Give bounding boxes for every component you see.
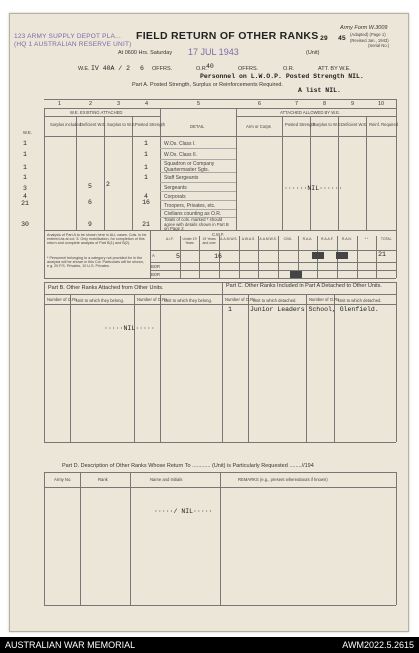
col-number: 3 <box>117 101 121 107</box>
part-d-col-army-no: Army No. <box>54 477 72 482</box>
cell-deficient: 9 <box>88 221 92 228</box>
surplus-to-we-header: Surplus to W.E. <box>107 122 136 127</box>
offrs2-label: OFFRS. <box>238 66 259 72</box>
col-number: 2 <box>89 101 93 107</box>
analysis-col-header: R.A.A. <box>302 237 313 241</box>
analysis-col-header: R.A.N. <box>341 237 352 241</box>
col-line-1 <box>76 116 77 230</box>
footer-right: AWM2022.5.2615 <box>342 640 414 650</box>
archive-footer <box>0 637 419 653</box>
analysis-col-header: TOTAL <box>380 237 392 241</box>
col-line-2 <box>104 116 105 230</box>
part-d-col-name: Name and Initials <box>150 477 183 482</box>
part-c-col-unit: Unit to which detached. <box>253 298 297 303</box>
we-value: IV 40A / 2 <box>91 65 131 72</box>
part-d-col-rank: Rank <box>98 477 108 482</box>
part-bc-right <box>396 282 397 442</box>
offrs-label: OFFRS. <box>152 66 173 72</box>
analysis-row-a: A <box>152 253 155 258</box>
cell-posted: 1 <box>144 140 148 147</box>
row-detail: Corporals <box>164 194 186 200</box>
or2-label: O.R. <box>283 66 295 72</box>
posted-strength-header: Posted Strength <box>135 122 166 127</box>
serial-no-label: (Serial No.) <box>368 43 390 48</box>
analysis-col-header: A.A.M.W.S. <box>259 237 277 241</box>
row-detail: Totals of cols. marked * should agree with details shown in Part B on Page 2 <box>164 217 229 232</box>
cell-posted: 21 <box>142 221 150 228</box>
arm-corps-header: Arm or Corps <box>246 124 271 129</box>
row-divider <box>160 191 236 192</box>
cell-we: 30 <box>21 221 29 228</box>
analysis-footnote: * Personnel belonging to a category not provided for in the analysis will be shown in this Col. Particulars will be shown, e.g. 20 P.S. Privates, 10 U.S. Privates. <box>47 256 144 269</box>
analysis-col-header: CIVIL <box>283 237 293 241</box>
part-c-unit: Junior Leaders School, Glenfield. <box>250 306 379 313</box>
cell-posted: 4 <box>144 193 148 200</box>
cell-we: 1 <box>23 151 27 158</box>
row-detail: Squadron or Company Quartermaster Sgts. <box>164 161 215 173</box>
part-c-col <box>248 294 249 442</box>
unit-label: (Unit) <box>306 50 320 56</box>
row-divider <box>160 148 236 149</box>
analysis-col-header: A.I.F. <box>165 237 174 241</box>
col-line-7 <box>310 116 311 230</box>
offrs-value: 6 <box>140 65 144 72</box>
cell-deficient: 6 <box>88 199 92 206</box>
analysis-col-header: Under 19 Years <box>182 237 197 245</box>
analysis-col-header: A.W.A.S. <box>241 237 256 241</box>
col-number: 6 <box>258 101 262 107</box>
analysis-col-header: R.A.A.F. <box>320 237 334 241</box>
part-d-right <box>396 472 397 605</box>
col-line-0 <box>44 108 45 278</box>
unit-stamp-line2: (HQ 1 AUSTRALIAN RESERVE UNIT) <box>14 41 132 48</box>
part-a-title: Part A. Posted Strength, Surplus or Reinforcements Required. <box>132 82 284 88</box>
row-divider <box>160 200 236 201</box>
surplus-included-header: Surplus included <box>50 122 81 127</box>
row-detail: W.Os. Class II. <box>164 152 198 158</box>
or-label: O.R. <box>196 66 208 72</box>
part-d-col <box>220 472 221 605</box>
part-b-col <box>70 294 71 442</box>
analysis-col-line <box>199 236 200 278</box>
part-c-col-number: Number of O.Rs. <box>225 297 257 302</box>
part-d-title: Part D. Description of Other Ranks Whose Return To ............ (Unit) is Particularly Requested ........//194 <box>62 463 314 469</box>
analysis-note: Analysis of Part A to be shown here in ALL cases. Cols. to be entered as at col. 5. Only mobilisation, for completion of this return and complete analysis of Part B(1) and B(2). <box>47 233 147 246</box>
part-c-col <box>306 294 307 442</box>
we-existing-line <box>44 116 160 117</box>
date-stamp: 17 JUL 1943 <box>188 47 239 57</box>
row-detail: Sergeants <box>164 185 187 191</box>
detail-header: DETAIL <box>190 124 205 129</box>
redaction-block <box>290 271 302 278</box>
analysis-aif-value: 5 <box>176 253 180 260</box>
part-c-number: 1 <box>228 306 232 313</box>
row-detail: Staff Sergeants <box>164 175 199 181</box>
cell-we: 1 <box>23 164 27 171</box>
col-number: 1 <box>58 101 62 107</box>
we-side-header: W.E. <box>23 130 32 135</box>
part-bc-middle <box>222 282 223 442</box>
part-d-bottom <box>44 605 396 606</box>
or-value: 40 <box>206 63 214 70</box>
analysis-col-line <box>239 236 240 278</box>
col-number: 7 <box>295 101 299 107</box>
attached-nil: ······NIL······ <box>284 185 343 192</box>
we-label: W.E. <box>78 66 90 72</box>
part-b-col-unit2: Unit to which they belong. <box>164 298 212 303</box>
row-detail: Civilians counting as O.R. <box>164 211 222 217</box>
we-existing-header: W.E. EXISTING ATTACHED <box>70 110 123 115</box>
a-list: A list NIL. <box>298 87 341 94</box>
row-detail: W.Os. Class I. <box>164 141 196 147</box>
row-divider <box>160 182 236 183</box>
analysis-col-line <box>258 236 259 278</box>
analysis-col-line <box>278 236 279 278</box>
analysis-col-header: A.A.M.W.S. <box>220 237 238 241</box>
analysis-col-line <box>357 236 358 278</box>
table-top-line <box>44 99 396 100</box>
part-c-col-number2: Number of O.Rs. <box>309 297 341 302</box>
serial-number: 29 <box>320 35 328 42</box>
part-b-col-number: Number of O.Rs. <box>47 297 79 302</box>
attached-allowed-header: ATTACHED ALLOWED BY W.E. <box>280 110 341 115</box>
cell-deficient: 5 <box>88 183 92 190</box>
part-bc-left <box>44 282 45 442</box>
part-d-col <box>80 472 81 605</box>
row-divider <box>160 209 236 210</box>
col-number: 4 <box>145 101 149 107</box>
deficient-we2-header: Deficient W.E. <box>341 122 368 127</box>
part-d-left <box>44 472 45 605</box>
cell-posted: 1 <box>144 164 148 171</box>
cmf-group: C.M.F. <box>212 232 225 237</box>
part-d-col <box>130 472 131 605</box>
col-number: 10 <box>378 101 385 107</box>
personnel-lwop: Personnel on L.W.O.P. Posted Strength NIL. <box>200 73 364 80</box>
analysis-header-line <box>150 250 396 251</box>
col-line-3 <box>132 116 133 230</box>
unit-stamp-line1: 123 ARMY SUPPLY DEPOT PLA... <box>14 33 122 40</box>
reinf-required-header: Reinf. Required <box>369 122 399 127</box>
analysis-col-header: 19 Years and over <box>202 237 216 245</box>
part-b-value: ·····NIL····· <box>104 325 155 332</box>
analysis-bottom <box>44 278 396 279</box>
row-divider <box>160 172 236 173</box>
part-c-col <box>334 294 335 442</box>
attached-allowed-line <box>236 116 396 117</box>
cell-we: 4 <box>23 193 27 200</box>
part-b-col <box>160 294 161 442</box>
redaction-block <box>336 252 348 259</box>
at-hours-line: At 0600 Hrs. Saturday <box>118 50 173 56</box>
footer-left: AUSTRALIAN WAR MEMORIAL <box>5 640 136 650</box>
cell-posted: 1 <box>144 174 148 181</box>
form-number: Army Form W.3009 <box>340 25 388 31</box>
cell-posted: 16 <box>142 199 150 206</box>
col-number: 8 <box>323 101 327 107</box>
form-adapted: (Adapted) (Page 1) <box>350 32 386 37</box>
serial-number-extra: 45 <box>338 35 346 42</box>
analysis-row-b-line <box>150 270 396 271</box>
redaction-block <box>312 252 324 259</box>
analysis-row-a-line <box>150 262 396 263</box>
part-b-col-number2: Number of O.Rs. <box>137 297 169 302</box>
part-d-col-remarks: REMARKS (e.g., present whereabouts if known) <box>238 477 328 482</box>
col-line-9 <box>366 116 367 230</box>
analysis-row-c: BOR <box>151 272 161 277</box>
part-bc-bottom <box>44 442 396 443</box>
col-number: 9 <box>351 101 355 107</box>
analysis-total-value: 21 <box>378 251 386 258</box>
part-d-value: ·····/ NIL····· <box>154 508 213 515</box>
part-c-col-unit2: Unit to which detached. <box>338 298 382 303</box>
analysis-col-header: * * <box>364 237 369 241</box>
part-b-col <box>134 294 135 442</box>
table-number-line <box>44 108 396 109</box>
col-number: 5 <box>197 101 201 107</box>
table-header-line <box>44 136 396 137</box>
att-label: ATT. BY W.E. <box>318 66 351 72</box>
part-b-title: Part B. Other Ranks Attached from Other Units. <box>48 285 164 291</box>
cell-posted: 1 <box>144 151 148 158</box>
col-line-5 <box>236 108 237 230</box>
row-divider <box>160 159 236 160</box>
row-detail: Troopers, Privates, etc. <box>164 203 216 209</box>
posted-strength2-header: Posted Strength <box>285 122 316 127</box>
surplus-to-we2-header: Surplus to W.E. <box>313 122 342 127</box>
cell-we: 21 <box>21 200 29 207</box>
deficient-we-header: Deficient W.E. <box>80 122 107 127</box>
cell-we: 3 <box>23 185 27 192</box>
col-line-8 <box>338 116 339 230</box>
analysis-19-value: 16 <box>214 253 222 260</box>
form-revised: (Revised Jan., 1943) <box>350 38 389 43</box>
form-sheet <box>9 13 409 632</box>
col-line-6 <box>282 116 283 230</box>
part-b-col-unit: Unit to which they belong. <box>76 298 124 303</box>
analysis-row-b: BOR <box>151 264 161 269</box>
part-c-title: Part C. Other Ranks Included in Part A Detached to Other Units. <box>226 283 382 289</box>
form-title: FIELD RETURN OF OTHER RANKS <box>136 30 319 42</box>
cell-surplus: 2 <box>106 181 110 188</box>
cell-we: 1 <box>23 174 27 181</box>
cell-we: 1 <box>23 140 27 147</box>
